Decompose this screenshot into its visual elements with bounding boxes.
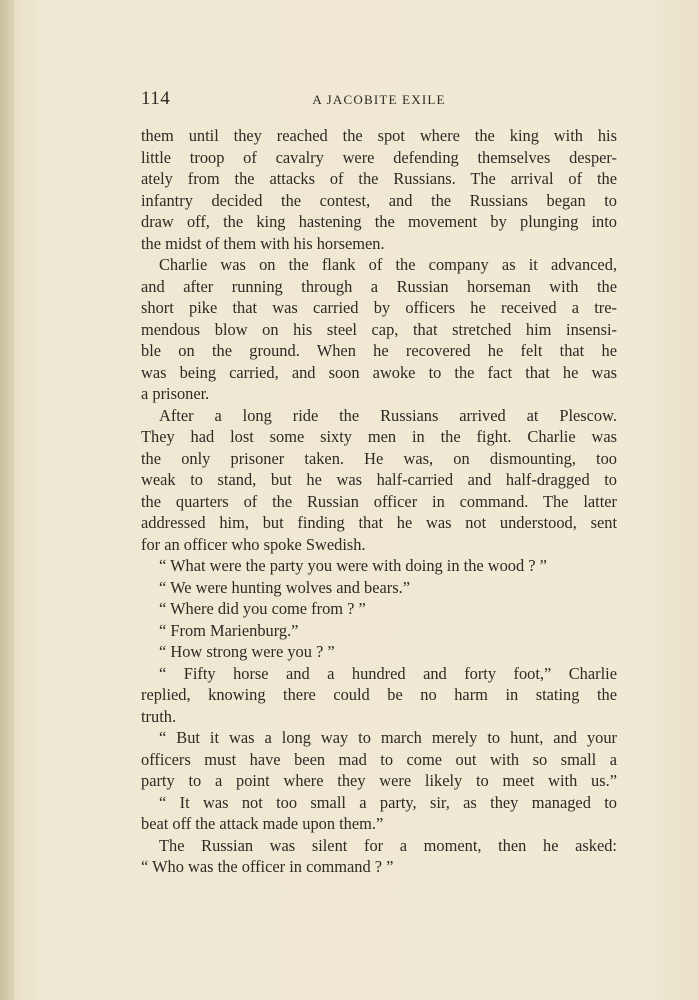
text-line: the midst of them with his horsemen. <box>141 233 385 253</box>
text-line: truth. <box>141 706 177 726</box>
text-line: “ From Marienburg.” <box>159 620 299 640</box>
text-line: “ How strong were you ? ” <box>159 642 335 661</box>
page-number: 114 <box>141 88 171 109</box>
text-line: a prisoner. <box>141 384 210 403</box>
text-line: replied, knowing there could be no harm in stating the <box>141 685 617 704</box>
text-line: the only prisoner taken. He was, on dismounting, too <box>141 448 617 468</box>
text-line: was being carried, and soon awoke to the fact that he was <box>141 362 617 382</box>
text-line: After a long ride the Russians arrived at Plescow. <box>159 405 617 425</box>
text-line: beat off the attack made upon them.” <box>141 814 384 833</box>
text-line: and after running through a Russian horseman with the <box>141 276 617 296</box>
text-line: ble on the ground. When he recovered he felt that he <box>141 341 617 360</box>
text-line: short pike that was carried by officers he received a tre- <box>141 298 617 317</box>
text-line: “ It was not too small a party, sir, as they managed to <box>159 792 617 812</box>
running-head <box>141 88 617 114</box>
text-line: addressed him, but finding that he was not understood, sent <box>141 513 617 532</box>
text-line: “ Fifty horse and a hundred and forty foot,” Charlie <box>159 663 617 683</box>
text-line: infantry decided the contest, and the Russians began to <box>141 190 617 210</box>
text-line: little troop of cavalry were defending themselves desper- <box>141 147 617 167</box>
text-line: “ What were the party you were with doing in the wood ? ” <box>159 556 547 575</box>
text-line: “ Who was the officer in command ? ” <box>141 857 394 876</box>
text-line: draw off, the king hastening the movement by plunging into <box>141 212 617 231</box>
text-line: ately from the attacks of the Russians. The arrival of the <box>141 169 617 188</box>
page-gutter <box>0 0 14 1000</box>
text-line: The Russian was silent for a moment, then he asked: <box>159 835 617 855</box>
text-line: “ But it was a long way to march merely to hunt, and your <box>159 728 617 747</box>
text-line: officers must have been mad to come out with so small a <box>141 749 617 769</box>
body-text <box>141 125 617 878</box>
text-line: “ Where did you come from ? ” <box>159 599 366 618</box>
text-line: Charlie was on the flank of the company as it advanced, <box>159 255 617 274</box>
text-line: them until they reached the spot where the king with his <box>141 126 617 145</box>
text-line: They had lost some sixty men in the fight. Charlie was <box>141 427 617 446</box>
text-line: party to a point where they were likely to meet with us.” <box>141 771 617 790</box>
text-line: “ We were hunting wolves and bears.” <box>159 577 410 597</box>
text-line: the quarters of the Russian officer in command. The latter <box>141 491 617 511</box>
text-line: for an officer who spoke Swedish. <box>141 534 366 554</box>
text-line: weak to stand, but he was half-carried and half-dragged to <box>141 470 617 489</box>
running-title: A JACOBITE EXILE <box>312 92 446 107</box>
text-line: mendous blow on his steel cap, that stretched him insensi- <box>141 319 617 339</box>
